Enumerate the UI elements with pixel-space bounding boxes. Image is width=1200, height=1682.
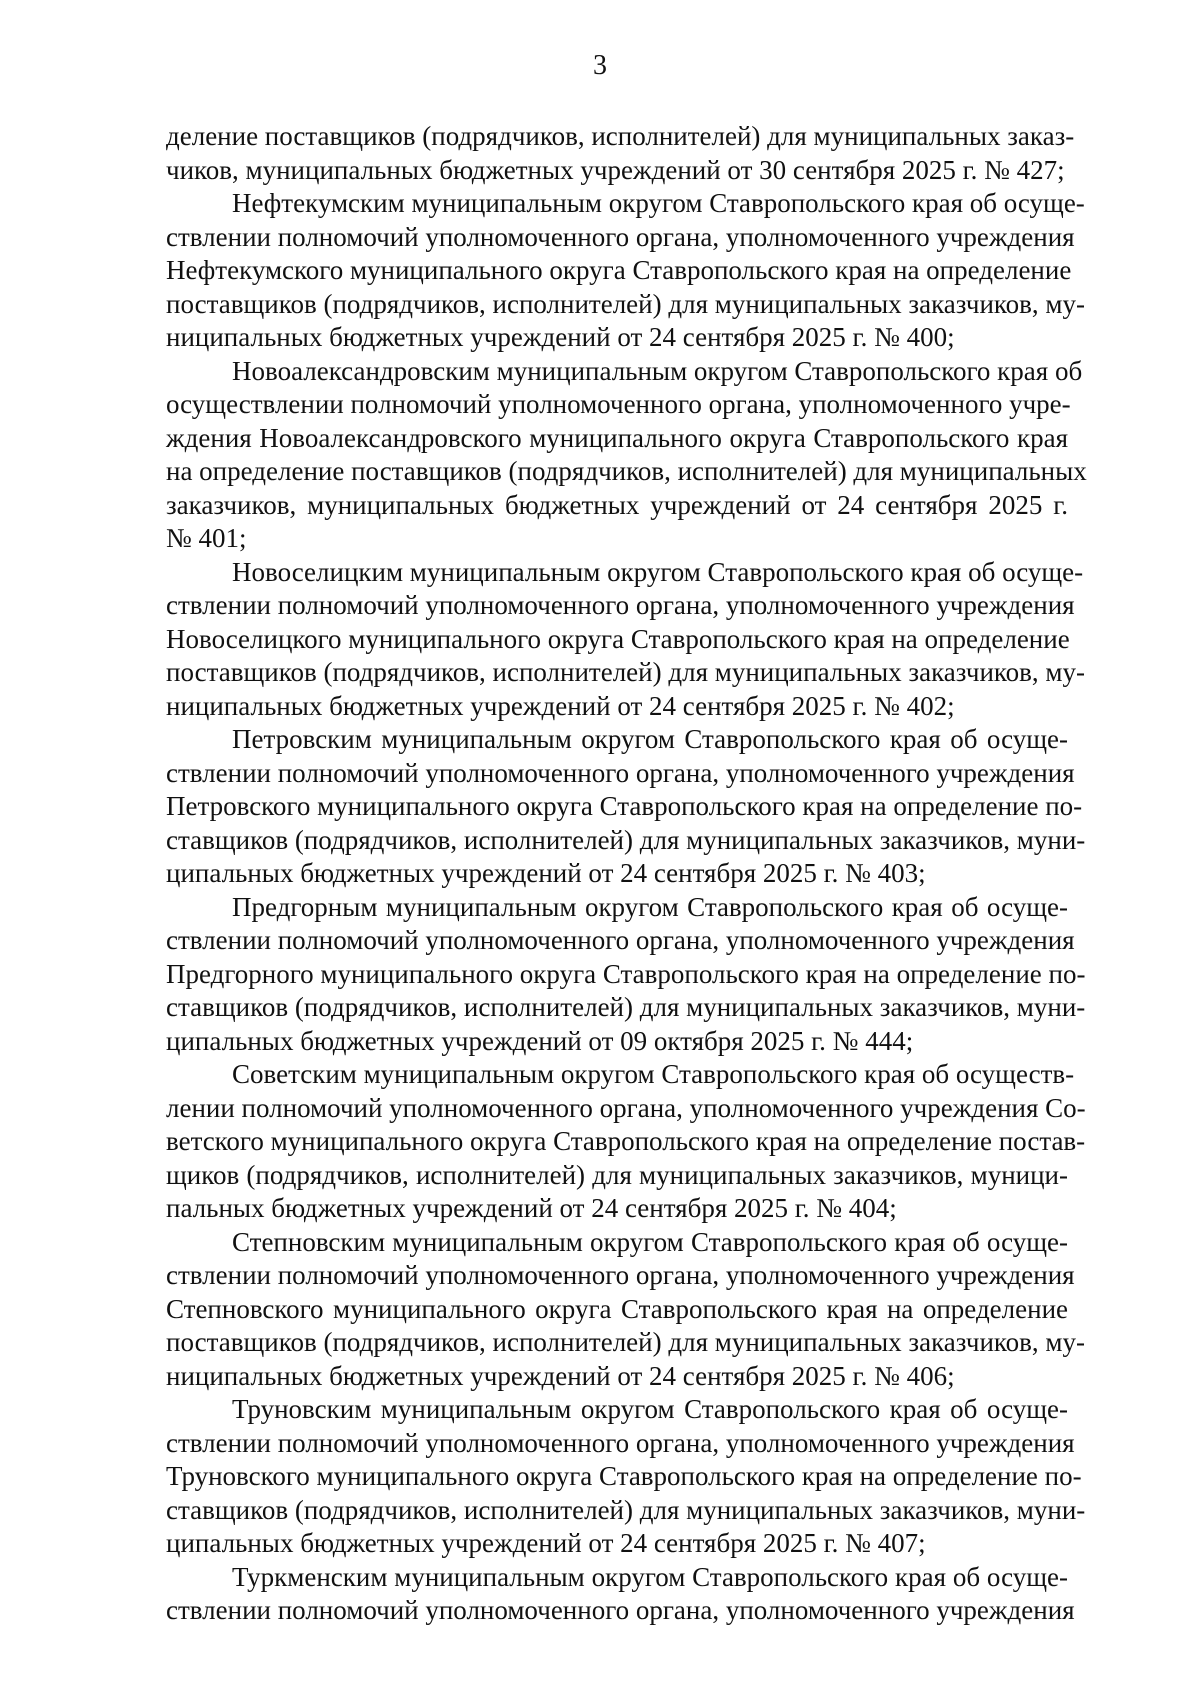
text-line: ствлении полномочий уполномоченного органа, уполномоченного учреждения: [166, 590, 1075, 620]
text-line: деление поставщиков (подрядчиков, исполнителей) для муниципальных заказ-: [166, 121, 1075, 151]
text-line: ципальных бюджетных учреждений от 24 сентября 2025 г. № 407;: [166, 1528, 926, 1558]
text-line: ципальных бюджетных учреждений от 09 октября 2025 г. № 444;: [166, 1025, 914, 1056]
text-line: Труновским муниципальным округом Ставропольского края об осуще-: [232, 1394, 1068, 1424]
text-line: ставщиков (подрядчиков, исполнителей) для муниципальных заказчиков, муни-: [166, 992, 1086, 1022]
text-line: ципальных бюджетных учреждений от 24 сентября 2025 г. № 403;: [166, 858, 926, 888]
text-line: Новоалександровским муниципальным округом Ставропольского края об: [232, 355, 1083, 386]
text-line: пальных бюджетных учреждений от 24 сентября 2025 г. № 404;: [166, 1193, 897, 1223]
text-line: ствлении полномочий уполномоченного органа, уполномоченного учреждения: [166, 757, 1075, 788]
paragraph-novoaleksandrovsky: [166, 355, 1087, 556]
text-line: Петровского муниципального округа Ставропольского края на определение по-: [166, 791, 1083, 821]
text-line: Предгорным муниципальным округом Ставропольского края об осуще-: [232, 891, 1068, 922]
text-line: ствлении полномочий уполномоченного органа, уполномоченного учреждения: [166, 925, 1075, 955]
text-line: на определение поставщиков (подрядчиков, исполнителей) для муниципальных: [166, 456, 1087, 486]
text-line: поставщиков (подрядчиков, исполнителей) для муниципальных заказчиков, му-: [166, 288, 1085, 319]
text-line: Петровским муниципальным округом Ставропольского края об осуще-: [232, 724, 1068, 754]
text-line: ниципальных бюджетных учреждений от 24 сентября 2025 г. № 400;: [166, 322, 955, 352]
text-line: ствлении полномочий уполномоченного органа, уполномоченного учреждения: [166, 1260, 1075, 1290]
paragraph-sovetsky: [166, 1058, 1086, 1226]
text-line: Степновского муниципального округа Ставропольского края на определение: [166, 1293, 1068, 1324]
text-line: Труновского муниципального округа Ставропольского края на определение по-: [166, 1461, 1082, 1491]
paragraph-continuation: [166, 120, 1075, 187]
paragraph-petrovsky: [166, 723, 1086, 891]
text-line: щиков (подрядчиков, исполнителей) для муниципальных заказчиков, муници-: [166, 1159, 1068, 1190]
text-line: ставщиков (подрядчиков, исполнителей) для муниципальных заказчиков, муни-: [166, 1494, 1086, 1525]
text-line: ставщиков (подрядчиков, исполнителей) для муниципальных заказчиков, муни-: [166, 824, 1086, 855]
text-line: Советским муниципальным округом Ставропольского края об осуществ-: [232, 1059, 1075, 1089]
paragraph-predgorny: [166, 891, 1086, 1059]
text-line: заказчиков, муниципальных бюджетных учреждений от 24 сентября 2025 г.: [166, 489, 1068, 520]
document-body: [166, 120, 1087, 1628]
text-line: Нефтекумского муниципального округа Ставропольского края на определение: [166, 255, 1072, 285]
paragraph-stepnovsky: [166, 1226, 1085, 1394]
page-number: 3: [593, 50, 607, 81]
paragraph-novoselitsky: [166, 556, 1085, 724]
text-line: Туркменским муниципальным округом Ставропольского края об осуще-: [232, 1561, 1068, 1592]
text-line: ветского муниципального округа Ставропольского края на определение постав-: [166, 1126, 1086, 1156]
text-line: Нефтекумским муниципальным округом Ставропольского края об осуще-: [232, 188, 1085, 218]
text-line: поставщиков (подрядчиков, исполнителей) для муниципальных заказчиков, му-: [166, 1327, 1085, 1357]
text-line: лении полномочий уполномоченного органа, уполномоченного учреждения Со-: [166, 1092, 1086, 1123]
text-line: поставщиков (подрядчиков, исполнителей) для муниципальных заказчиков, му-: [166, 657, 1085, 687]
text-line: ствлении полномочий уполномоченного органа, уполномоченного учреждения: [166, 1427, 1075, 1458]
text-line: Новоселицкого муниципального округа Ставропольского края на определение: [166, 623, 1070, 654]
text-line: № 401;: [166, 523, 247, 553]
text-line: ствлении полномочий уполномоченного органа, уполномоченного учреждения: [166, 1595, 1075, 1625]
text-line: Предгорного муниципального округа Ставропольского края на определение по-: [166, 958, 1086, 989]
text-line: ниципальных бюджетных учреждений от 24 сентября 2025 г. № 406;: [166, 1360, 955, 1391]
paragraph-neftekumsky: [166, 187, 1085, 355]
text-line: ствлении полномочий уполномоченного органа, уполномоченного учреждения: [166, 221, 1075, 252]
text-line: ниципальных бюджетных учреждений от 24 сентября 2025 г. № 402;: [166, 690, 955, 721]
text-line: чиков, муниципальных бюджетных учреждений от 30 сентября 2025 г. № 427;: [166, 154, 1065, 185]
paragraph-turkmensky: [166, 1561, 1075, 1628]
text-line: осуществлении полномочий уполномоченного органа, уполномоченного учре-: [166, 389, 1071, 419]
text-line: Новоселицким муниципальным округом Ставропольского края об осуще-: [232, 556, 1084, 587]
text-line: ждения Новоалександровского муниципального округа Ставропольского края: [166, 422, 1068, 453]
text-line: Степновским муниципальным округом Ставропольского края об осуще-: [232, 1226, 1068, 1257]
paragraph-trunovsky: [166, 1393, 1086, 1561]
